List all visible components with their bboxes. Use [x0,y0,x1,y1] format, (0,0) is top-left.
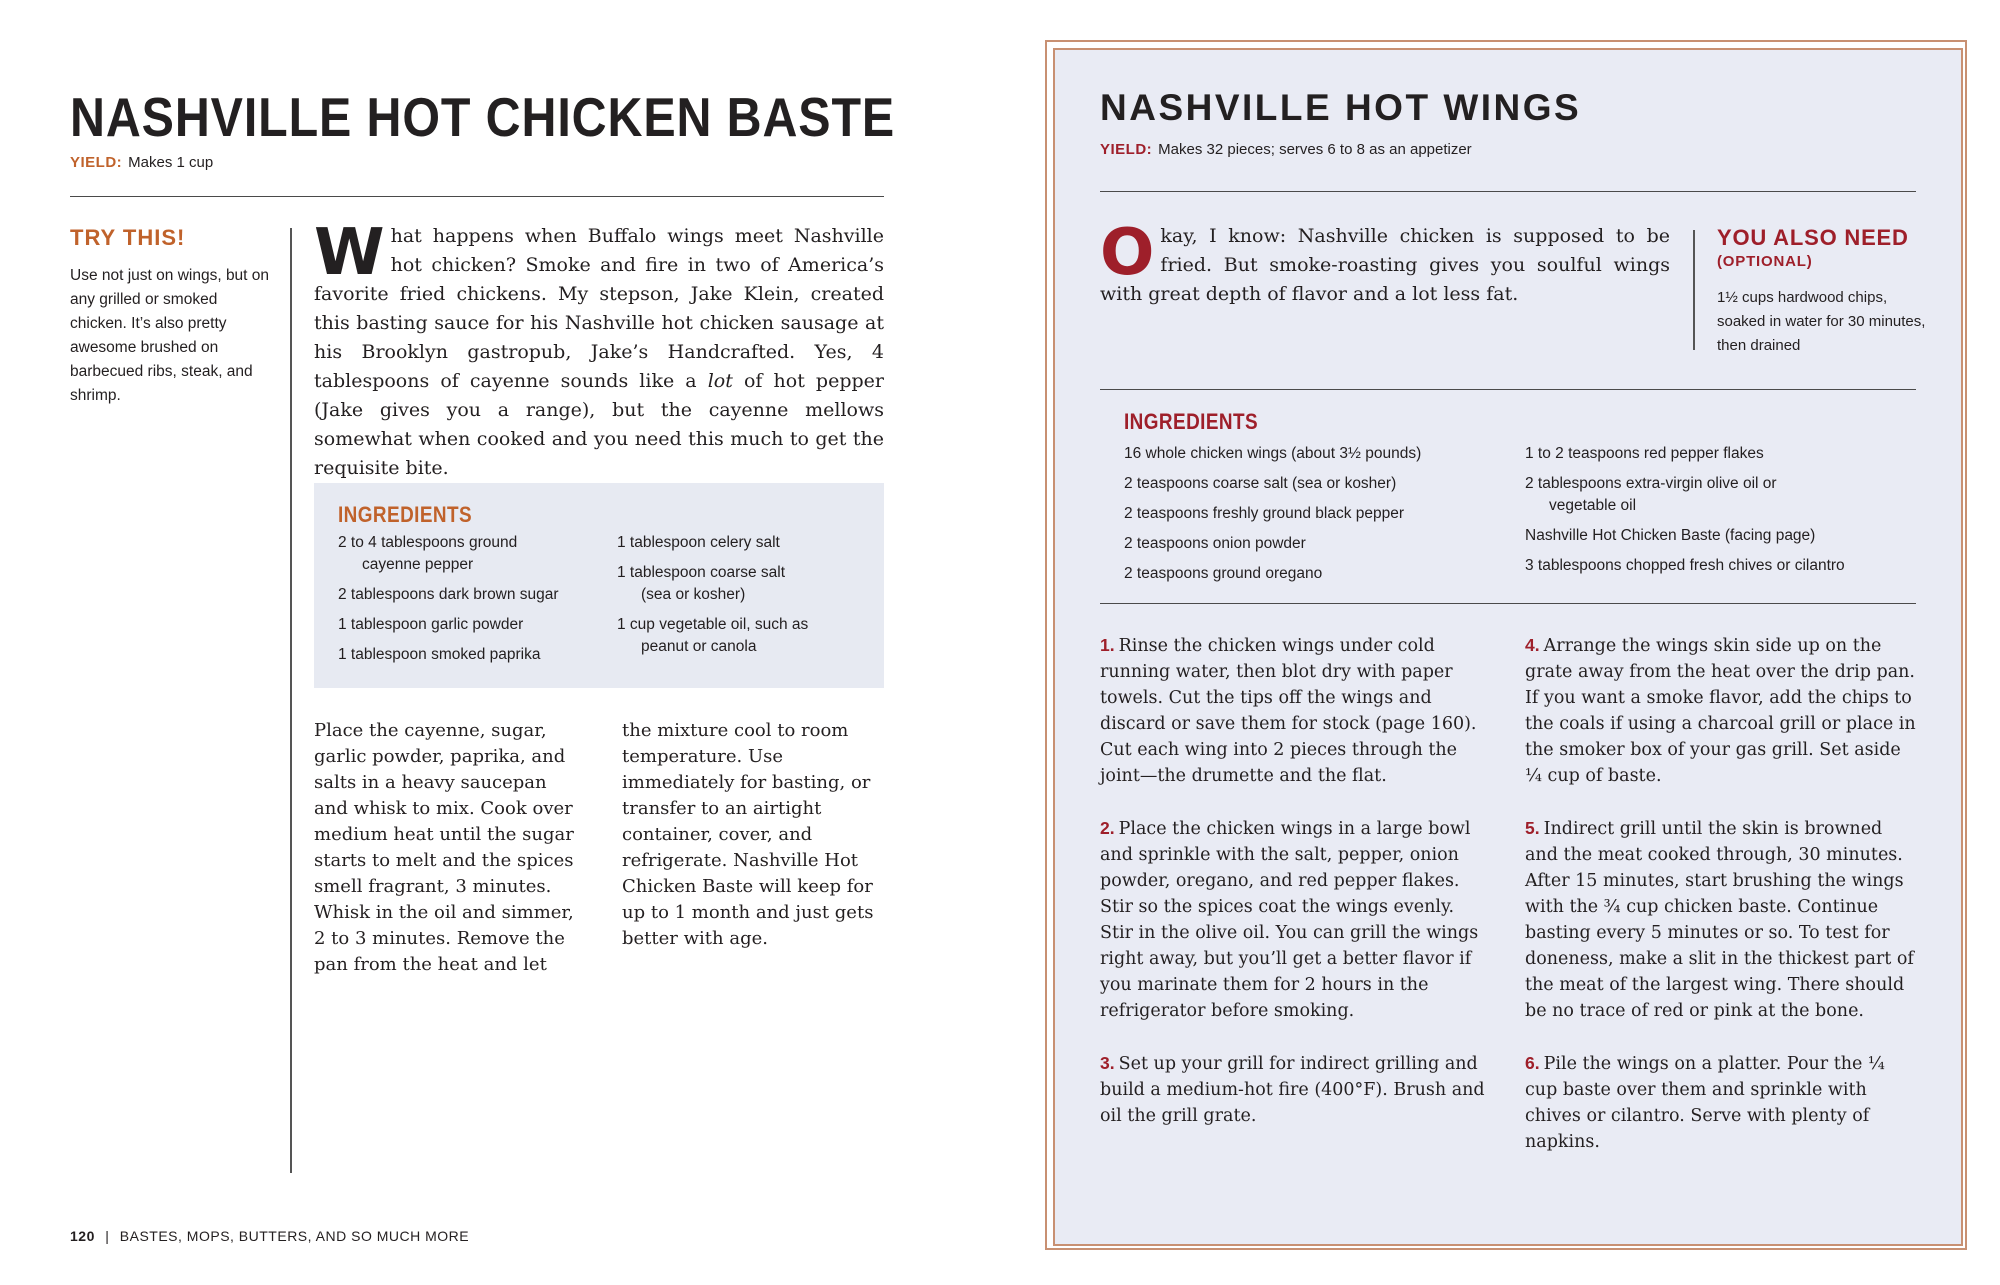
title-divider [1100,191,1916,192]
emphasis: lot [707,370,733,392]
yield-label: YIELD: [70,154,123,171]
yield-label: YIELD: [1100,141,1153,158]
step-item: 5. Indirect grill until the skin is browned and the meat cooked through, 30 minutes. After 15 minutes, start brushing the wings with the ¾ cup chicken baste. Continue basting every 5 minutes or so. To test for doneness, make a slit in the thickest part of the meat of the largest wing. There should be no trace of red or pink at the bone. [1525,818,1914,1021]
step-number: 1. [1100,635,1115,655]
column-divider [1693,230,1695,350]
ingredient-item: 1 cup vegetable oil, such as peanut or canola [617,616,809,655]
ingredient-item: Nashville Hot Chicken Baste (facing page) [1525,527,1816,544]
step-item: 6. Pile the wings on a platter. Pour the ¼ cup baste over them and sprinkle with chives or cilantro. Serve with plenty of napkins. [1525,1053,1885,1152]
drop-cap: W [314,216,385,290]
page-number: 120 [70,1228,95,1244]
ingredients-list-col1 [338,532,608,674]
yield-line [70,153,213,173]
ingredient-item: 2 teaspoons ground oregano [1124,565,1323,582]
recipe-title: NASHVILLE HOT WINGS [1100,87,1582,128]
title-divider [70,196,884,197]
intro-paragraph: What happens when Buffalo wings meet Nashville hot chicken? Smoke and fire in two of America’s favorite fried chickens. My stepson, Jake Klein, created this basting sauce for his Nashville hot chicken sausage at his Brooklyn gastropub, Jake’s Handcrafted. Yes, 4 tablespoons of cayenne sounds like a lot of hot pepper (Jake gives you a range), but the cayenne mellows somewhat when cooked and you need this much to get the requisite bite. [314,216,884,479]
drop-cap: O [1100,216,1155,290]
ingredient-item: 1 tablespoon celery salt [617,534,780,551]
also-need-subheading: (OPTIONAL) [1717,253,1813,270]
steps-column-2 [1525,632,1917,1181]
intro-paragraph: Okay, I know: Nashville chicken is supposed to be fried. But smoke-roasting gives you soulful wings with great depth of flavor and a lot less fat. [1100,216,1670,305]
ingredient-item: 2 tablespoons extra-virgin olive oil or vegetable oil [1525,475,1777,514]
also-need-text: 1½ cups hardwood chips, soaked in water for 30 minutes, then drained [1717,289,1926,354]
step-number: 2. [1100,818,1115,838]
footer-separator: | [105,1228,110,1244]
ingredients-heading: INGREDIENTS [1124,409,1259,434]
step-item: 2. Place the chicken wings in a large bowl and sprinkle with the salt, pepper, onion powder, oregano, and red pepper flakes. Stir so the spices coat the wings evenly. Stir in the olive oil. You can grill the wings right away, but you’ll get a better flavor if you marinate them for 2 hours in the refrigerator before smoking. [1100,818,1479,1021]
section-divider [1100,603,1916,604]
step-item: 1. Rinse the chicken wings under cold running water, then blot dry with paper towels. Cut the tips off the wings and discard or save them for stock (page 160). Cut each wing into 2 pieces through the joint—the drumette and the flat. [1100,635,1477,786]
try-this-heading: TRY THIS! [70,225,186,250]
ingredients-list-col1 [1124,443,1514,593]
ingredient-item: 1 tablespoon coarse salt (sea or kosher) [617,564,786,603]
ingredient-item: 2 teaspoons freshly ground black pepper [1124,505,1405,522]
column-divider [290,228,292,1173]
yield-text: Makes 32 pieces; serves 6 to 8 as an appetizer [1158,141,1472,158]
also-need-heading: YOU ALSO NEED [1717,225,1909,250]
step-item: 3. Set up your grill for indirect grilling and build a medium-hot fire (400°F). Brush and oil the grill grate. [1100,1053,1485,1126]
steps-column-1 [1100,632,1492,1155]
ingredient-item: 2 tablespoons dark brown sugar [338,586,559,603]
step-number: 3. [1100,1053,1115,1073]
ingredient-item: 2 teaspoons onion powder [1124,535,1306,552]
step-number: 6. [1525,1053,1540,1073]
section-name: BASTES, MOPS, BUTTERS, AND SO MUCH MORE [119,1228,470,1244]
ingredient-item: 16 whole chicken wings (about 3½ pounds) [1124,445,1422,462]
ingredients-list-col2 [1525,443,1925,585]
ingredients-heading: INGREDIENTS [338,502,473,527]
ingredients-box [314,483,884,688]
ingredient-item: 1 tablespoon smoked paprika [338,646,541,663]
yield-text: Makes 1 cup [128,154,214,171]
yield-line [1100,140,1472,160]
ingredient-item: 2 to 4 tablespoons ground cayenne pepper [338,534,518,573]
ingredient-item: 1 tablespoon garlic powder [338,616,524,633]
section-divider [1100,389,1916,390]
ingredient-item: 1 to 2 teaspoons red pepper flakes [1525,445,1764,462]
ingredient-item: 3 tablespoons chopped fresh chives or cilantro [1525,557,1845,574]
step-number: 4. [1525,635,1540,655]
step-item: 4. Arrange the wings skin side up on the grate away from the heat over the drip pan. If you want a smoke flavor, add the chips to the coals if using a charcoal grill or place in the smoker box of your gas grill. Set aside ¼ cup of baste. [1525,635,1916,786]
ingredient-item: 2 teaspoons coarse salt (sea or kosher) [1124,475,1397,492]
try-this-text: Use not just on wings, but on any grilled or smoked chicken. It’s also pretty awesome brushed on barbecued ribs, steak, and shrimp. [70,267,270,404]
method-text: Place the cayenne, sugar, garlic powder, paprika, and salts in a heavy saucepan and whisk to mix. Cook over medium heat until the sugar starts to melt and the spices smell fragrant, 3 minutes. Whisk in the oil and simmer, 2 to 3 minutes. Remove the pan from the heat and let the mixture cool to room temperature. Use immediately for basting, or transfer to an airtight container, cover, and refrigerate. Nashville Hot Chicken Baste will keep for up to 1 month and just gets better with age. [314,720,874,975]
ingredients-list-col2 [617,532,877,666]
step-number: 5. [1525,818,1540,838]
recipe-title: NASHVILLE HOT CHICKEN BASTE [70,86,896,148]
page-footer [70,1227,469,1245]
